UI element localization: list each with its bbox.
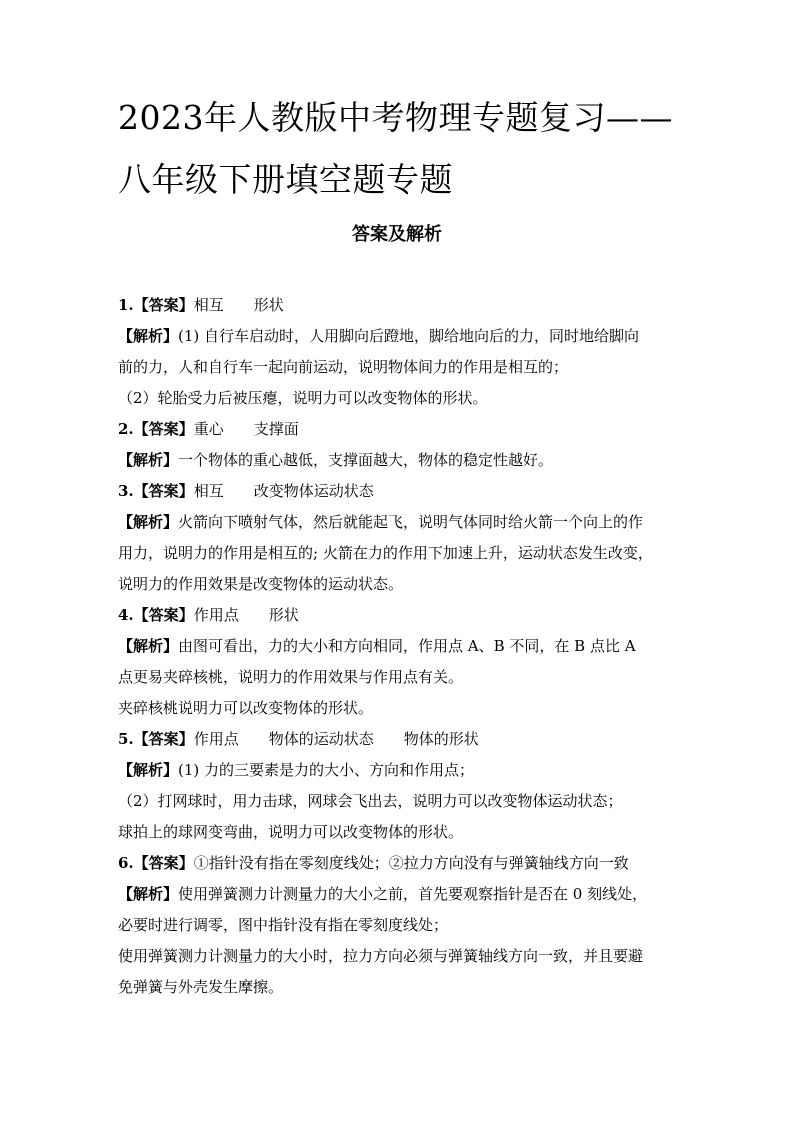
q5-number: 5. <box>118 730 134 748</box>
q3-analysis-text-1: 火箭向下喷射气体，然后就能起飞，说明气体同时给火箭一个向上的作 <box>178 513 644 531</box>
q5-answer-3: 物体的形状 <box>403 730 479 748</box>
q3-analysis-text-2: 用力，说明力的作用是相互的; 火箭在力的作用下加速上升，运动状态发生改变， <box>118 544 653 562</box>
q2-answer-tag: 【答案】 <box>133 420 194 438</box>
q3-analysis-line <box>118 507 682 538</box>
q6-answer-line <box>118 848 682 879</box>
q5-answer-tag: 【答案】 <box>133 730 194 748</box>
answer-list <box>118 290 682 1003</box>
q2-number: 2. <box>118 420 134 438</box>
q3-analysis-tag: 【解析】 <box>118 513 179 531</box>
q4-analysis-line <box>118 631 682 662</box>
q1-analysis-tag: 【解析】 <box>118 327 179 345</box>
q1-analysis-text-2: 前的力，人和自行车一起向前运动，说明物体间力的作用是相互的； <box>118 358 569 376</box>
q2-answer-1: 重心 <box>193 420 224 438</box>
q1-answer-2: 形状 <box>253 296 284 314</box>
q4-analysis-tag: 【解析】 <box>118 637 179 655</box>
q5-analysis-text-1: (1) 力的三要素是力的大小、方向和作用点； <box>178 761 475 779</box>
q6-analysis-text-1: 使用弹簧测力计测量力的大小之前，首先要观察指针是否在 0 刻线处， <box>178 885 648 903</box>
q1-analysis-text-3: （2）轮胎受力后被压瘪，说明力可以改变物体的形状。 <box>118 389 488 407</box>
q2-analysis-text-1: 一个物体的重心越低，支撑面越大，物体的稳定性越好。 <box>178 451 554 469</box>
q6-number: 6. <box>118 854 134 872</box>
q1-analysis-text-1: (1) 自行车启动时，人用脚向后蹬地，脚给地向后的力，同时地给脚向 <box>178 327 640 345</box>
q6-answer-1: ①指针没有指在零刻度线处；②拉力方向没有与弹簧轴线方向一致 <box>193 854 629 872</box>
q4-analysis-text-2: 点更易夹碎核桃，说明力的作用效果与作用点有关。 <box>118 668 464 686</box>
q5-analysis-text-3: 球拍上的球网变弯曲，说明力可以改变物体的形状。 <box>118 823 464 841</box>
q4-analysis-text-3: 夹碎核桃说明力可以改变物体的形状。 <box>118 699 374 717</box>
document-title-line2: 八年级下册填空题专题 <box>118 160 453 199</box>
section-heading: 答案及解析 <box>352 224 442 245</box>
q3-number: 3. <box>118 482 134 500</box>
q4-answer-tag: 【答案】 <box>133 606 194 624</box>
q1-analysis-line <box>118 321 682 352</box>
q6-analysis-text-3: 使用弹簧测力计测量力的大小时，拉力方向必须与弹簧轴线方向一致，并且要避 <box>118 947 644 965</box>
q3-answer-1: 相互 <box>193 482 224 500</box>
q3-analysis-text-3: 说明力的作用效果是改变物体的运动状态。 <box>118 575 404 593</box>
q5-answer-1: 作用点 <box>193 730 239 748</box>
q3-answer-2: 改变物体运动状态 <box>253 482 374 500</box>
q2-analysis-line <box>118 445 682 476</box>
q4-number: 4. <box>118 606 134 624</box>
q4-answer-1: 作用点 <box>193 606 239 624</box>
q5-analysis-tag: 【解析】 <box>118 761 179 779</box>
q4-analysis-text-1: 由图可看出，力的大小和方向相同，作用点 A、B 不同，在 B 点比 A <box>178 637 636 655</box>
q6-analysis-text-4: 免弹簧与外壳发生摩擦。 <box>118 978 284 996</box>
q5-analysis-text-2: （2）打网球时，用力击球，网球会飞出去，说明力可以改变物体运动状态； <box>118 792 623 810</box>
q2-answer-line <box>118 414 682 445</box>
q6-answer-tag: 【答案】 <box>133 854 194 872</box>
q6-analysis-tag: 【解析】 <box>118 885 179 903</box>
q3-answer-line <box>118 476 682 507</box>
document-title-line1: 2023年人教版中考物理专题复习—— <box>118 98 673 137</box>
q2-answer-2: 支撑面 <box>253 420 299 438</box>
q1-answer-tag: 【答案】 <box>133 296 194 314</box>
q6-analysis-text-2: 必要时进行调零，图中指针没有指在零刻度线处； <box>118 916 449 934</box>
q6-analysis-line <box>118 879 682 910</box>
q1-answer-line <box>118 290 682 321</box>
q1-answer-1: 相互 <box>193 296 224 314</box>
q2-analysis-tag: 【解析】 <box>118 451 179 469</box>
q5-answer-line <box>118 724 682 755</box>
q4-answer-line <box>118 600 682 631</box>
q5-answer-2: 物体的运动状态 <box>268 730 374 748</box>
q5-analysis-line <box>118 755 682 786</box>
q1-number: 1. <box>118 296 134 314</box>
q4-answer-2: 形状 <box>268 606 299 624</box>
q3-answer-tag: 【答案】 <box>133 482 194 500</box>
